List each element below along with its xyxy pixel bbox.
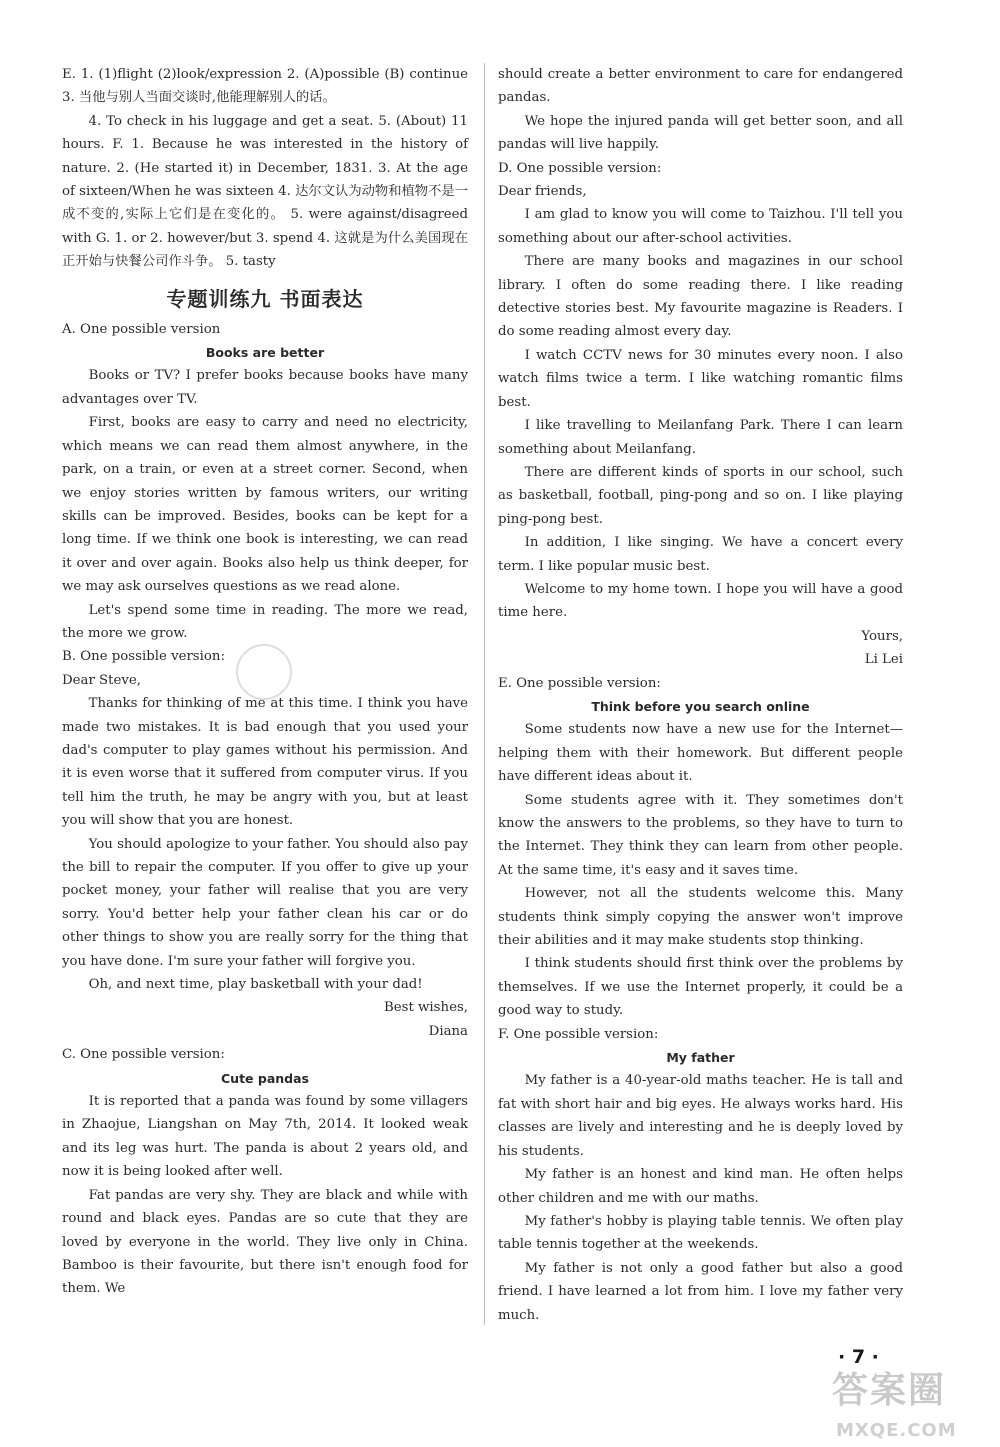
letter-b-closing: Best wishes, [384, 1000, 468, 1016]
watermark-logo: 答案圈 [832, 1370, 947, 1411]
essay-c-paragraph: It is reported that a panda was found by some villagers in Zhaojue, Liangshan on May 7th, 2014. It looked weak and its leg was hurt. The panda is about 2 years old, and now it is being looked after well. [62, 1094, 468, 1180]
version-e-label: E. One possible version: [498, 675, 661, 691]
version-b-label: B. One possible version: [62, 649, 225, 665]
essay-a-paragraph: First, books are easy to carry and need no electricity, which means we can read them almost anywhere, in the park, on a train, or even at a street corner. Second, when we enjoy stories written by famous writers, our writing skills can be improved. Besides, books can be kept for a long time. If we think one book is interesting, we can read it over and over again. Books also help us think deeper, for we may ask ourselves questions as we read alone. [62, 415, 468, 595]
essay-e-paragraph: I think students should first think over the problems by themselves. If we use the Internet properly, it could be a good way to study. [498, 956, 903, 1019]
essay-c-title: Cute pandas [221, 1070, 309, 1086]
letter-d-closing: Yours, [861, 628, 903, 644]
letter-d-paragraph: Welcome to my home town. I hope you will have a good time here. [498, 581, 903, 621]
letter-d-signature: Li Lei [864, 652, 903, 668]
essay-c-continued: should create a better environment to care for endangered pandas. [498, 67, 903, 106]
essay-f-paragraph: My father is an honest and kind man. He often helps other children and me with our maths. [498, 1167, 903, 1206]
essay-c-paragraph: We hope the injured panda will get better soon, and all pandas will live happily. [498, 113, 903, 153]
version-d-label: D. One possible version: [498, 160, 662, 176]
letter-b-paragraph: Oh, and next time, play basketball with your dad! [88, 977, 423, 993]
page-number: · 7 · [838, 1346, 879, 1368]
answer-block-e: E. 1. (1)flight (2)look/expression 2. (A)possible (B) continue 3. 当他与别人当面交谈时,他能理解别人的话。 [62, 67, 468, 106]
letter-b-paragraph: Thanks for thinking of me at this time. I think you have made two mistakes. It is bad enough that you used your dad's computer to play games without his permission. And it is even worse that it suffered from computer virus. If you tell him the truth, he may be angry with you, but at least you will show that you are honest. [62, 696, 468, 829]
right-column [498, 63, 903, 1327]
letter-b-signature: Diana [428, 1023, 468, 1039]
letter-d-paragraph: There are many books and magazines in our school library. I often do some reading there. I like reading detective stories best. My favourite magazine is Readers. I do some reading almost every day. [498, 254, 903, 340]
version-a-label: A. One possible version [62, 321, 221, 337]
essay-f-paragraph: My father is not only a good father but also a good friend. I have learned a lot from him. I love my father very much. [498, 1260, 903, 1323]
essay-f-paragraph: My father is a 40-year-old maths teacher. He is tall and fat with short hair and big eyes. He always works hard. His classes are lively and interesting and he is deeply loved by his students. [498, 1073, 903, 1159]
essay-c-paragraph: Fat pandas are very shy. They are black and while with round and black eyes. Pandas are so cute that they are loved by everyone in the world. They live only in China. Bamboo is their favourite, but there isn't enough food for them. We [62, 1187, 468, 1297]
version-c-label: C. One possible version: [62, 1047, 225, 1063]
essay-e-paragraph: Some students agree with it. They sometimes don't know the answers to the problems, so they have to turn to the Internet. They think they can learn from other people. At the same time, it's easy and it saves time. [498, 792, 903, 878]
essay-e-paragraph: However, not all the students welcome this. Many students think simply copying the answer won't improve their abilities and it may make students stop thinking. [498, 886, 903, 949]
section-title: 专题训练九 书面表达 [166, 286, 364, 311]
essay-e-title: Think before you search online [591, 698, 810, 714]
letter-b-greeting: Dear Steve, [62, 672, 141, 688]
letter-b-paragraph: You should apologize to your father. You should also pay the bill to repair the computer. If you offer to give up your pocket money, your father will realise that you are very sorry. You'd better help your father clean his car or do other things to show you are really sorry for the thing that you have done. I'm sure your father will forgive you. [62, 836, 468, 969]
letter-d-paragraph: In addition, I like singing. We have a concert every term. I like popular music best. [498, 535, 903, 574]
stamp-mark [236, 644, 292, 700]
letter-d-paragraph: I am glad to know you will come to Taizhou. I'll tell you something about our after-school activities. [498, 207, 903, 246]
letter-d-paragraph: I watch CCTV news for 30 minutes every noon. I also watch films twice a term. I like watching romantic films best. [498, 347, 903, 410]
watermark [832, 1362, 992, 1442]
essay-a-paragraph: Let's spend some time in reading. The more we read, the more we grow. [62, 602, 468, 641]
essay-a-title: Books are better [205, 345, 325, 361]
version-f-label: F. One possible version: [498, 1026, 659, 1042]
watermark-url: MXQE.COM [836, 1420, 957, 1441]
essay-a-paragraph: Books or TV? I prefer books because books have many advantages over TV. [62, 368, 468, 407]
letter-d-paragraph: I like travelling to Meilanfang Park. There I can learn something about Meilanfang. [498, 418, 903, 457]
letter-d-greeting: Dear friends, [498, 184, 587, 200]
answer-block-e-f-g: 4. To check in his luggage and get a seat. 5. (About) 11 hours. F. 1. Because he was interested in the history of nature. 2. (He started it) in December, 1831. 3. At the age of sixteen/When he was sixteen 4. 达尔文认为动物和植物不是一成不变的,实际上它们是在变化的。 5. were against/disagreed with G. 1. or 2. however/but 3. spend 4. 这就是为什么美国现在正开始与快餐公司作斗争。 5. tasty [62, 113, 468, 270]
essay-f-paragraph: My father's hobby is playing table tennis. We often play table tennis together at the weekends. [498, 1213, 903, 1253]
letter-d-paragraph: There are different kinds of sports in our school, such as basketball, football, ping-pong and so on. I like playing ping-pong best. [498, 464, 903, 527]
essay-f-title: My father [666, 1050, 735, 1066]
column-divider [484, 63, 485, 1325]
essay-e-paragraph: Some students now have a new use for the Internet—helping them with their homework. But different people have different ideas about it. [498, 722, 903, 785]
